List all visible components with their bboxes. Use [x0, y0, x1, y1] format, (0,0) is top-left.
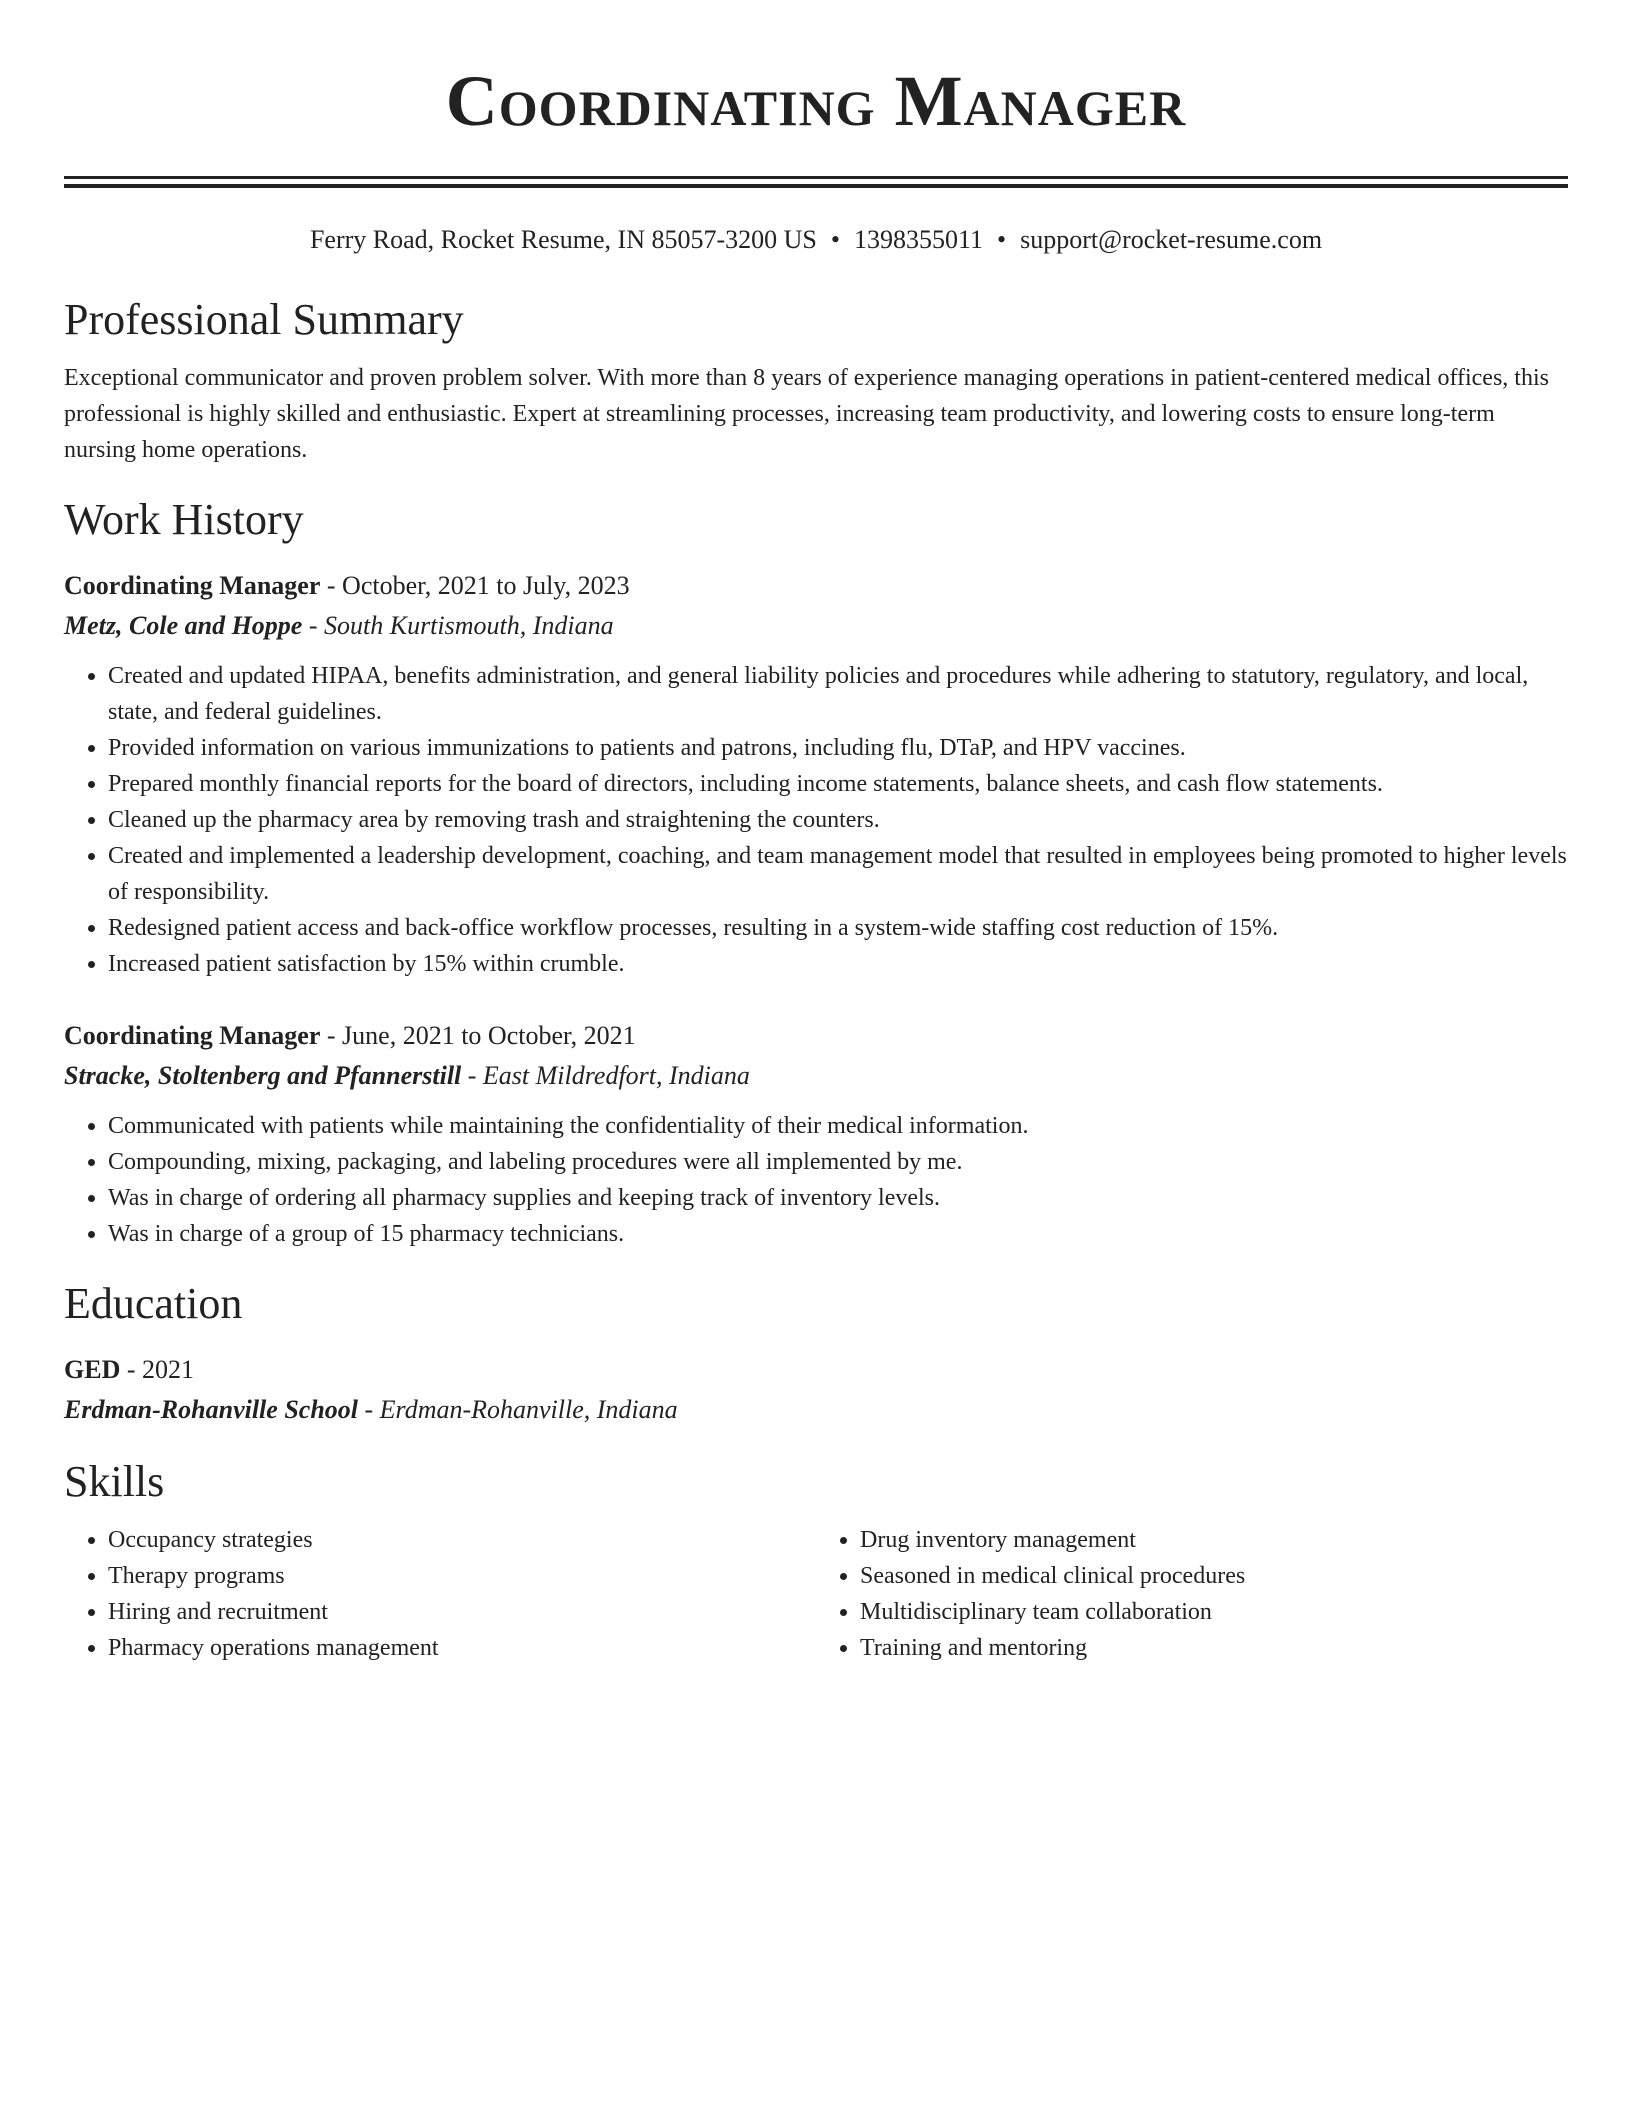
job-company: Stracke, Stoltenberg and Pfannerstill: [64, 1061, 462, 1090]
job-company-line: [64, 606, 1568, 646]
skill-item: • Drug inventory management: [860, 1522, 1568, 1558]
section-title-work-history: Work History: [64, 495, 304, 544]
education-location: - Erdman-Rohanville, Indiana: [358, 1395, 678, 1424]
resume-name: Coordinating Manager: [445, 61, 1187, 141]
contact-email: support@rocket-resume.com: [1020, 225, 1323, 254]
job-bullet: • Communicated with patients while maintaining the confidentiality of their medical information.: [108, 1108, 1568, 1144]
skills-grid: [64, 1522, 1568, 1666]
skill-item: • Hiring and recruitment: [108, 1594, 816, 1630]
job-bullet: • Increased patient satisfaction by 15% within crumble.: [108, 946, 1568, 982]
skill-item: • Multidisciplinary team collaboration: [860, 1594, 1568, 1630]
job-bullets: [64, 658, 1568, 982]
contact-line: [64, 222, 1568, 258]
header-rule-top: [64, 176, 1568, 179]
job-entry: [64, 1016, 1568, 1252]
job-location: - South Kurtismouth, Indiana: [302, 611, 614, 640]
job-entry: [64, 566, 1568, 982]
job-bullet: • Was in charge of a group of 15 pharmacy technicians.: [108, 1216, 1568, 1252]
job-company-line: [64, 1056, 1568, 1096]
skills-column-left: [64, 1522, 816, 1666]
job-bullet: • Cleaned up the pharmacy area by removing trash and straightening the counters.: [108, 802, 1568, 838]
job-bullet: • Created and implemented a leadership development, coaching, and team management model that resulted in employees being promoted to higher levels of responsibility.: [108, 838, 1568, 910]
job-title-line: [64, 566, 1568, 606]
summary-text: Exceptional communicator and proven problem solver. With more than 8 years of experience managing operations in patient-centered medical offices, this professional is highly skilled and enthusiastic. Expert at streamlining processes, increasing team productivity, and lowering costs to ensure long-term nursing home operations.: [64, 365, 1549, 463]
job-bullet: • Compounding, mixing, packaging, and labeling procedures were all implemented by me.: [108, 1144, 1568, 1180]
skill-item: • Training and mentoring: [860, 1630, 1568, 1666]
skill-item: • Occupancy strategies: [108, 1522, 816, 1558]
job-bullet: • Prepared monthly financial reports for the board of directors, including income statements, balance sheets, and cash flow statements.: [108, 766, 1568, 802]
job-bullet: • Redesigned patient access and back-office workflow processes, resulting in a system-wide staffing cost reduction of 15%.: [108, 910, 1568, 946]
section-title-summary: Professional Summary: [64, 295, 464, 344]
job-company: Metz, Cole and Hoppe: [64, 611, 303, 640]
header-rule-bottom: [64, 184, 1568, 188]
education-school: Erdman-Rohanville School: [64, 1395, 358, 1424]
job-role: Coordinating Manager: [64, 1021, 321, 1050]
skill-item: • Seasoned in medical clinical procedures: [860, 1558, 1568, 1594]
contact-separator: •: [997, 225, 1007, 254]
job-title-line: [64, 1016, 1568, 1056]
job-bullet: • Provided information on various immunizations to patients and patrons, including flu, DTaP, and HPV vaccines.: [108, 730, 1568, 766]
education-entry: [64, 1350, 1568, 1430]
contact-separator: •: [830, 225, 840, 254]
skill-item: • Pharmacy operations management: [108, 1630, 816, 1666]
job-role: Coordinating Manager: [64, 571, 321, 600]
job-bullet: • Created and updated HIPAA, benefits administration, and general liability policies and procedures while adhering to statutory, regulatory, and local, state, and federal guidelines.: [108, 658, 1568, 730]
education-school-line: [64, 1390, 1568, 1430]
contact-address: Ferry Road, Rocket Resume, IN 85057-3200 US: [309, 225, 817, 254]
job-bullet: • Was in charge of ordering all pharmacy supplies and keeping track of inventory levels.: [108, 1180, 1568, 1216]
job-bullets: [64, 1108, 1568, 1252]
section-title-education: Education: [64, 1279, 243, 1328]
job-dates: - October, 2021 to July, 2023: [320, 571, 630, 600]
skills-column-right: [816, 1522, 1568, 1666]
contact-phone: 1398355011: [853, 225, 984, 254]
education-degree: GED: [64, 1355, 121, 1384]
job-location: - East Mildredfort, Indiana: [461, 1061, 750, 1090]
section-title-skills: Skills: [64, 1457, 165, 1506]
education-year: - 2021: [120, 1355, 195, 1384]
skill-item: • Therapy programs: [108, 1558, 816, 1594]
job-dates: - June, 2021 to October, 2021: [320, 1021, 636, 1050]
education-degree-line: [64, 1350, 1568, 1390]
